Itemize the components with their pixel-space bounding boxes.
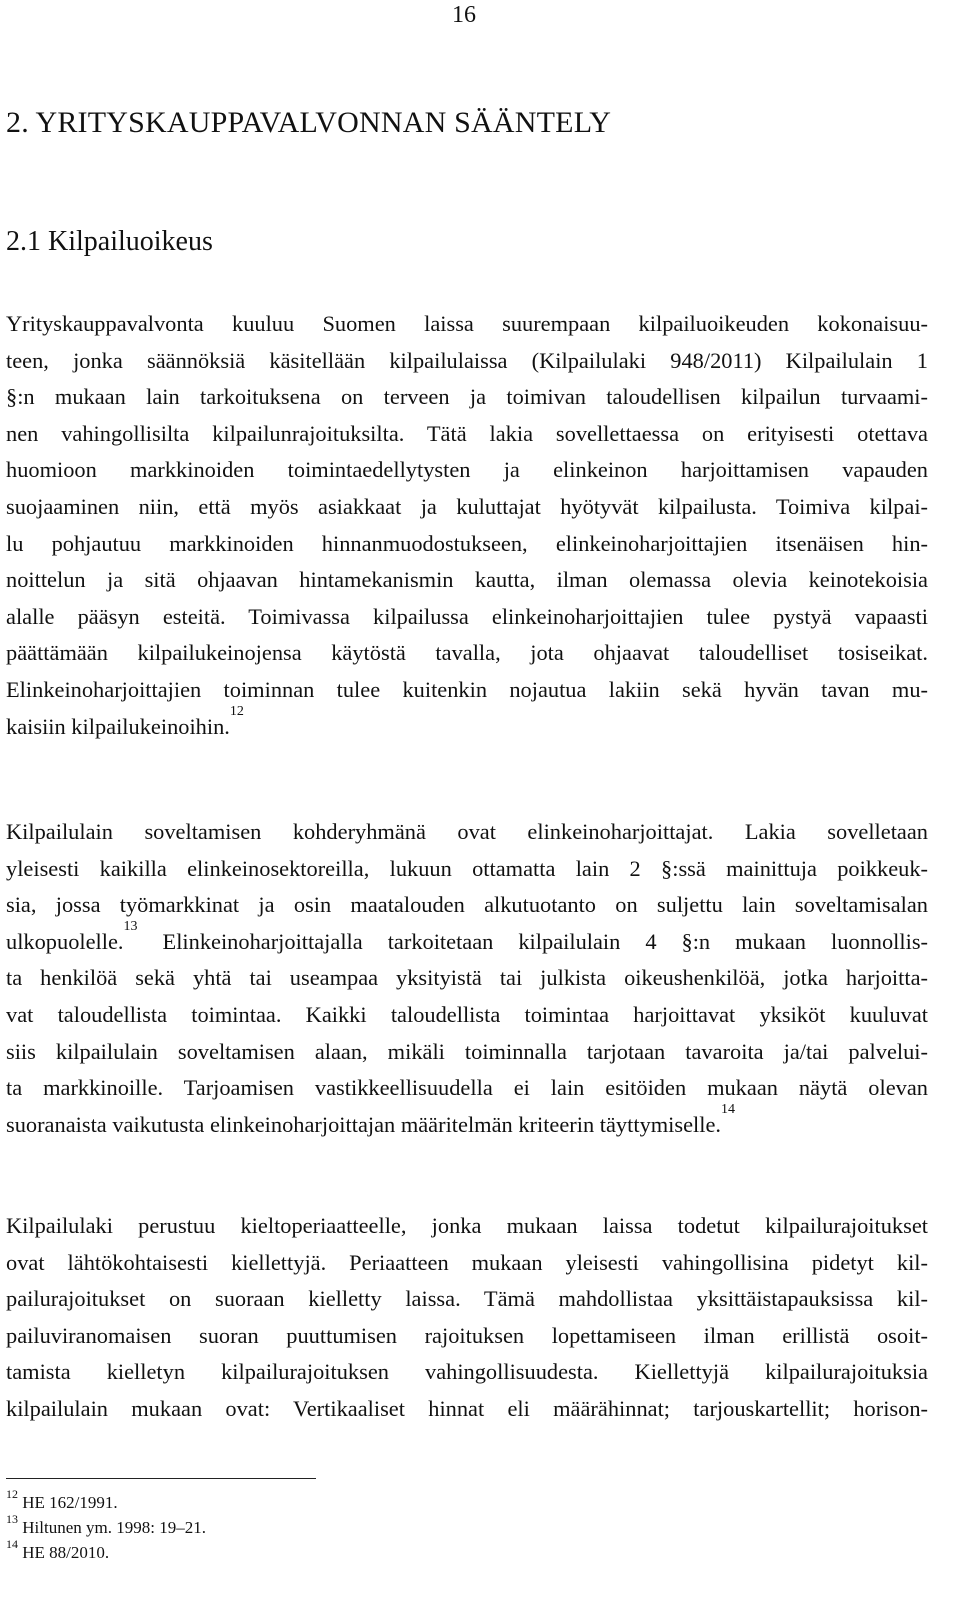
text-line: teen, jonka säännöksiä käsitellään kilpailulaissa (Kilpailulaki 948/2011) Kilpailulain 1 <box>6 347 928 373</box>
text-line: ovat lähtökohtaisesti kiellettyjä. Periaatteen mukaan yleisesti vahingollisina pidetyt kil- <box>6 1249 928 1275</box>
footnote-number: 13 <box>6 1512 18 1526</box>
text-line: Elinkeinoharjoittajien toiminnan tulee kuitenkin nojautua lakiin sekä hyvän tavan mu- <box>6 676 928 702</box>
footnote <box>6 1512 206 1540</box>
footnote-reference: 13 <box>123 918 138 934</box>
footnote-text: Hiltunen ym. 1998: 19–21. <box>22 1518 206 1537</box>
footnote-text: HE 162/1991. <box>22 1493 118 1512</box>
text-line: §:n mukaan lain tarkoituksena on terveen ja toimivan taloudellisen kilpailun turvaami- <box>6 384 928 410</box>
text-line-last <box>6 1101 928 1144</box>
text-line: Kilpailulaki perustuu kieltoperiaatteelle, jonka mukaan laissa todetut kilpailurajoitukset <box>6 1213 928 1238</box>
text-line: siis kilpailulain soveltamisen alaan, mikäli toiminnalla tarjotaan tavaroita ja/tai palvelui- <box>6 1038 928 1064</box>
text-line: Kilpailulain soveltamisen kohderyhmänä ovat elinkeinoharjoittajat. Lakia sovelletaan <box>6 819 928 844</box>
chapter-heading: 2. YRITYSKAUPPAVALVONNAN SÄÄNTELY <box>6 106 612 139</box>
text-line: huomioon markkinoiden toimintaedellytysten ja elinkeinon harjoittamisen vapauden <box>6 457 928 483</box>
paragraph-1 <box>6 306 928 745</box>
text-line: pailurajoitukset on suoraan kielletty laissa. Tämä mahdollistaa yksittäistapauksissa kil- <box>6 1286 928 1312</box>
text-fragment: ulkopuolelle. <box>6 928 124 954</box>
text-line: yleisesti kaikilla elinkeinosektoreilla, lukuun ottamatta lain 2 §:ssä mainittuja poikkeuk- <box>6 855 928 881</box>
text-line-last <box>6 703 928 746</box>
footnote <box>6 1487 206 1515</box>
footnote-text: HE 88/2010. <box>22 1543 110 1562</box>
footnote-separator <box>6 1478 316 1479</box>
footnotes <box>6 1487 206 1565</box>
text-fragment: suoranaista vaikutusta elinkeinoharjoittajan määritelmän kriteerin täyttymiselle. <box>6 1111 722 1137</box>
text-line: suojaaminen niin, että myös asiakkaat ja kuluttajat hyötyvät kilpailusta. Toimiva kilpai- <box>6 493 928 519</box>
footnote <box>6 1537 206 1565</box>
footnote-number: 12 <box>6 1487 18 1501</box>
text-line: ta markkinoille. Tarjoamisen vastikkeellisuudella ei lain esitöiden mukaan näytä olevan <box>6 1075 928 1101</box>
text-line-with-footnote <box>6 918 928 961</box>
text-line: sia, jossa työmarkkinat ja osin maatalouden alkutuotanto on suljettu lain soveltamisalan <box>6 892 928 918</box>
text-fragment: Elinkeinoharjoittajalla tarkoitetaan kilpailulain 4 §:n mukaan luonnollis- <box>137 928 928 954</box>
paragraph-2 <box>6 814 928 1143</box>
page-number: 16 <box>452 2 476 28</box>
section-heading: 2.1 Kilpailuoikeus <box>6 226 213 257</box>
text-line: noittelun ja sitä ohjaavan hintamekanismin kautta, ilman olemassa olevia keinotekoisia <box>6 567 928 593</box>
text-line: ta henkilöä sekä yhtä tai useampaa yksityistä tai julkista oikeushenkilöä, jotka harjoitta- <box>6 965 928 991</box>
text-line: kilpailulain mukaan ovat: Vertikaaliset hinnat eli määrähinnat; tarjouskartellit; horison- <box>6 1395 928 1421</box>
footnote-number: 14 <box>6 1537 18 1551</box>
text-line: lu pohjautuu markkinoiden hinnanmuodostukseen, elinkeinoharjoittajien itsenäisen hin- <box>6 530 928 556</box>
text-line: vat taloudellista toimintaa. Kaikki taloudellista toimintaa harjoittavat yksiköt kuuluvat <box>6 1001 928 1027</box>
paragraph-3 <box>6 1208 928 1428</box>
text-line: tamista kielletyn kilpailurajoituksen vahingollisuudesta. Kiellettyjä kilpailurajoituksia <box>6 1359 928 1385</box>
footnote-reference: 12 <box>229 703 244 719</box>
text-line: pailuviranomaisen suoran puuttumisen rajoituksen lopettamiseen ilman erillistä osoit- <box>6 1322 928 1348</box>
text-fragment: kaisiin kilpailukeinoihin. <box>6 713 230 739</box>
text-line: alalle pääsyn esteitä. Toimivassa kilpailussa elinkeinoharjoittajien tulee pystyä vapaasti <box>6 603 928 629</box>
footnote-reference: 14 <box>721 1101 736 1117</box>
text-line: nen vahingollisilta kilpailunrajoituksilta. Tätä lakia sovellettaessa on erityisesti otettava <box>6 420 928 446</box>
text-line: Yrityskauppavalvonta kuuluu Suomen laissa suurempaan kilpailuoikeuden kokonaisuu- <box>6 311 928 336</box>
text-line: päättämään kilpailukeinojensa käytöstä tavalla, jota ohjaavat taloudelliset tosiseikat. <box>6 640 928 666</box>
